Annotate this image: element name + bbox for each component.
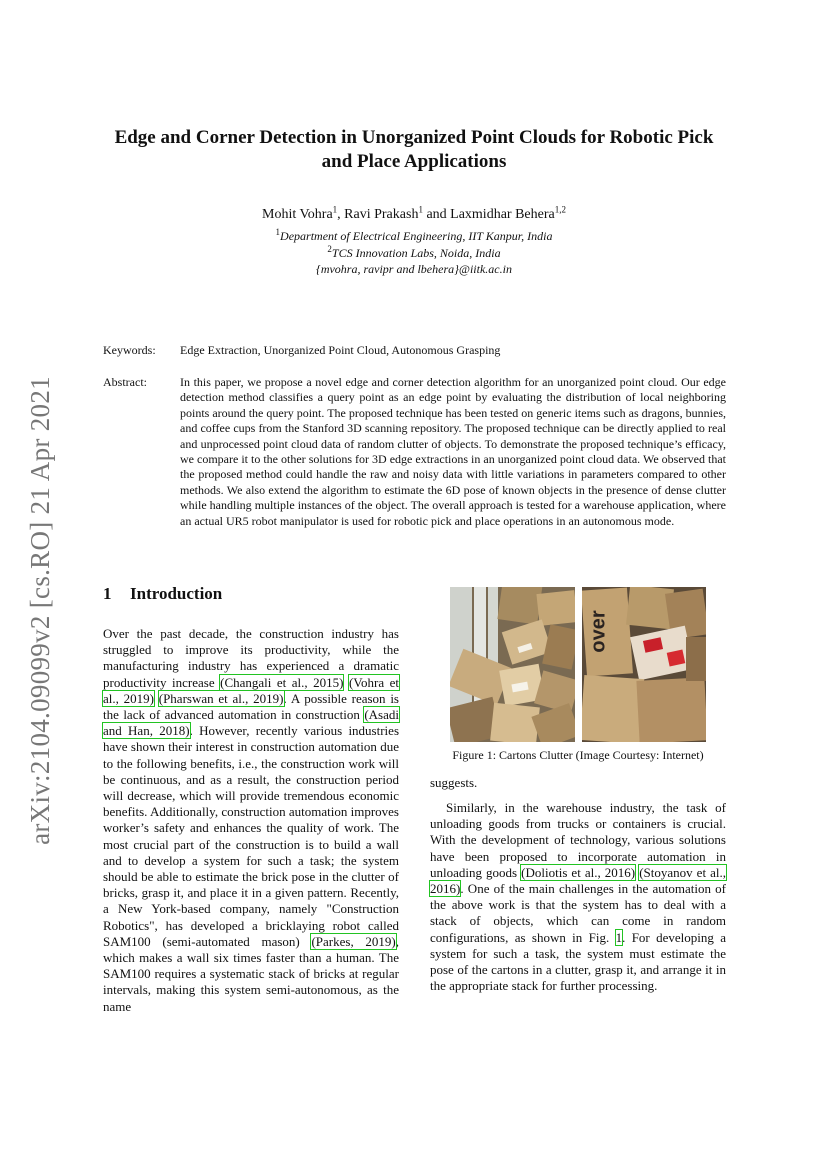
author-affiliation-mark: 1: [418, 204, 423, 215]
body-text: . For developing a system for such a task, the system must estimate the pose of the cartons in a clutter, grasp it, and arrange it in the appropriate stack for further processing.: [430, 929, 726, 994]
author-name: Ravi Prakash: [344, 207, 419, 222]
body-text: . A possible reason is the lack of advanced automation in construction: [103, 690, 399, 723]
author-separator: and: [422, 207, 451, 222]
section-number: 1: [103, 584, 112, 603]
affiliation-mark: 2: [327, 244, 332, 254]
body-text: Over the past decade, the construction industry has struggled to improve its productivity, while the manufacturing industry has experienced a dramatic productivity increase: [103, 626, 399, 690]
citation-link[interactable]: (Pharswan et al., 2019): [158, 690, 284, 706]
arxiv-stamp: [12, 360, 68, 860]
figure-reference-link[interactable]: 1: [615, 929, 623, 945]
author-affiliation-mark: 1,2: [554, 204, 566, 215]
author-affiliation-mark: 1: [332, 204, 338, 215]
citation-link[interactable]: (Changali et al., 2015): [220, 674, 344, 690]
affiliation: [100, 229, 728, 244]
affiliation: [100, 246, 728, 261]
figure-1: [450, 587, 706, 742]
abstract-text: In this paper, we propose a novel edge and corner detection algorithm for an unorganized point cloud. Our edge detection method classifies a query point as an edge point by evaluating the distribution of local neighboring points around the query point. The proposed technique has been tested on generic items such as dragons, bunnies, and coffee cups from the Stanford 3D scanning repository. The proposed technique can be directly applied to real and unprocessed point cloud data of random clutter of objects. To demonstrate the proposed technique’s efficacy, we compare it to the other solutions for 3D edge extractions in an unorganized point cloud data. We observed that the proposed method could handle the raw and noisy data with little variations in parameters compared to other methods. We also extend the algorithm to estimate the 6D pose of known objects in the presence of dense clutter while handling multiple instances of the object. The overall approach is tested for a warehouse application, where an actual UR5 robot manipulator is used for robotic pick and place operations in an autonomous mode.: [180, 375, 726, 528]
citation-link[interactable]: (Doliotis et al., 2016): [521, 864, 636, 880]
author-name: Laxmidhar Behera: [450, 207, 555, 222]
abstract-label: Abstract:: [103, 375, 147, 389]
affiliation-text: Department of Electrical Engineering, IIT Kanpur, India: [280, 229, 553, 243]
section-heading: [103, 584, 222, 604]
body-text: suggests.: [430, 775, 478, 790]
carton-clutter-photo-right: [582, 587, 706, 742]
author-separator: ,: [337, 207, 345, 222]
citation-link[interactable]: (Stoyanov et al., 2016): [430, 864, 726, 897]
citation-link[interactable]: (Asadi and Han, 2018): [103, 707, 399, 739]
arxiv-stamp-text: arXiv:2104.09099v2 [cs.RO] 21 Apr 2021: [24, 375, 55, 845]
body-text: . One of the main challenges in the automation of the above work is that the system has to deal with a stack of objects, which can come in random configurations, as shown in Fig.: [430, 881, 726, 945]
figure-caption: Figure 1: Cartons Clutter (Image Courtesy: Internet): [452, 748, 704, 762]
keywords-text: Edge Extraction, Unorganized Point Cloud, Autonomous Grasping: [180, 343, 501, 357]
intro-paragraph-1: [103, 626, 399, 1015]
carton-clutter-photo-left: [450, 587, 575, 742]
body-text: , which makes a wall six times faster than a human. The SAM100 requires a systematic stack of bricks at regular intervals, making this system semi-autonomous, as the name: [103, 933, 399, 1014]
body-text: Similarly, in the warehouse industry, the task of unloading goods from trucks or containers is crucial. With the development of technology, various solutions have been proposed to incorporate automation in unloading goods: [430, 800, 726, 880]
author-email: {mvohra, ravipr and lbehera}@iitk.ac.in: [316, 262, 512, 276]
citation-link[interactable]: (Parkes, 2019): [311, 933, 396, 949]
affiliation-mark: 1: [275, 227, 281, 237]
keywords-label: Keywords:: [103, 343, 156, 357]
body-text: . However, recently various industries have shown their interest in construction automation due to the following benefits, i.e., the construction work will be continuous, and as a result, the construction period will decrease, which will provide tremendous economic benefits. Additionally, construction automation improves worker’s safety and enhances the quality of work. The most crucial part of the construction is to build a wall and to develop a system for such a task; the system should be able to estimate the brick pose in the clutter of bricks, grasp it, and place it in a given pattern. Recently, a New York-based company, namely "Construction Robotics", has developed a bricklaying robot called SAM100 (semi-automated mason): [103, 723, 400, 949]
author-list: [100, 204, 728, 223]
author-name: Mohit Vohra: [262, 207, 333, 222]
affiliation-text: TCS Innovation Labs, Noida, India: [331, 246, 501, 260]
intro-paragraph-2: [430, 800, 726, 994]
carton-label: over: [587, 609, 610, 653]
citation-link[interactable]: (Vohra et al., 2019): [103, 674, 399, 706]
carton-print: [584, 601, 614, 661]
section-title: Introduction: [130, 584, 223, 603]
intro-paragraph-1-continued: [430, 775, 726, 791]
paper-title: Edge and Corner Detection in Unorganized Point Clouds for Robotic Pick and Place Applications: [114, 127, 714, 172]
